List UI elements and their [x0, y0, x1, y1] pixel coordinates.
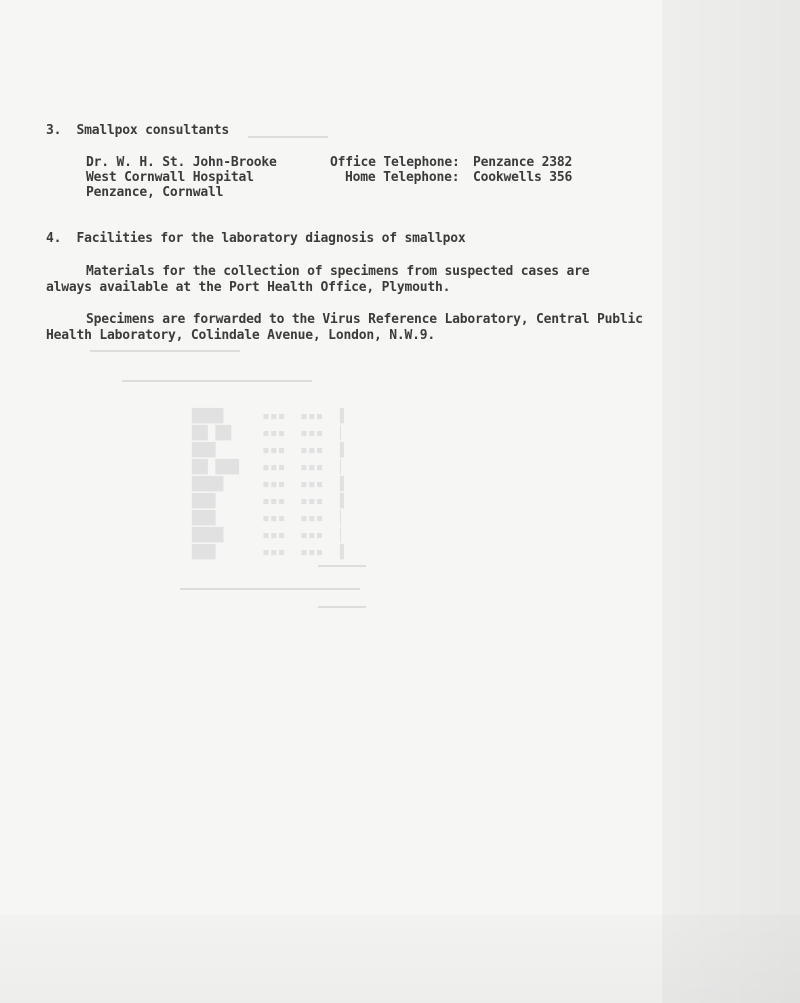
office-telephone-label: Office Telephone:: [330, 155, 460, 170]
specimens-paragraph-line-2: Health Laboratory, Colindale Avenue, London, N.W.9.: [46, 328, 435, 343]
materials-paragraph-line-2: always available at the Port Health Office, Plymouth.: [46, 280, 451, 295]
home-telephone-value: Cookwells 356: [473, 170, 573, 185]
show-through-mark: [248, 136, 328, 138]
show-through-mark: [90, 350, 240, 352]
home-telephone-label: Home Telephone:: [345, 170, 460, 185]
show-through-column: ▪▪▪ ▪▪▪ ▪▪▪ ▪▪▪ ▪▪▪ ▪▪▪ ▪▪▪ ▪▪▪ ▪▪▪: [300, 409, 324, 560]
page-bottom-edge: [0, 915, 800, 1003]
page-shadow: [662, 0, 800, 1003]
consultant-name: Dr. W. H. St. John-Brooke: [86, 155, 277, 170]
show-through-mark: [318, 606, 366, 608]
show-through-column: ▌ ▏ ▌ ▏ ▌ ▌ ▏ ▏ ▌: [340, 409, 348, 560]
show-through-mark: [180, 588, 360, 590]
office-telephone-value: Penzance 2382: [473, 155, 573, 170]
materials-paragraph-line-1: Materials for the collection of specimens from suspected cases are: [86, 264, 590, 279]
specimens-paragraph-line-1: Specimens are forwarded to the Virus Reference Laboratory, Central Public: [86, 312, 643, 327]
section-4-heading: 4. Facilities for the laboratory diagnosis of smallpox: [46, 231, 466, 246]
show-through-mark: [318, 565, 366, 567]
consultant-hospital: West Cornwall Hospital: [86, 170, 254, 185]
show-through-column: ████ ██ ██ ███ ██ ███ ████ ███ ███ ████ ███: [192, 409, 239, 560]
show-through-mark: [122, 380, 312, 382]
section-3-heading: 3. Smallpox consultants: [46, 123, 230, 138]
consultant-town: Penzance, Cornwall: [86, 185, 224, 200]
show-through-column: ▪▪▪ ▪▪▪ ▪▪▪ ▪▪▪ ▪▪▪ ▪▪▪ ▪▪▪ ▪▪▪ ▪▪▪: [262, 409, 286, 560]
